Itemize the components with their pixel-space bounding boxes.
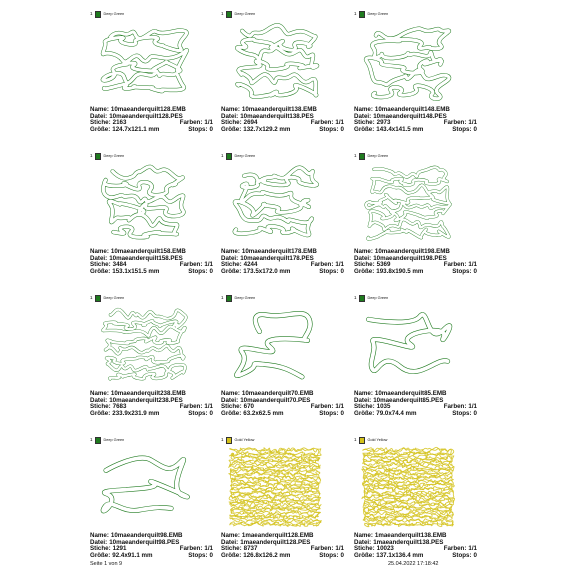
design-name: 10maeanderquilt138.EMB	[241, 106, 317, 113]
color-legend	[221, 436, 254, 444]
color-index: 1	[354, 437, 357, 442]
stops-pair	[319, 127, 344, 134]
stops-pair	[188, 411, 213, 418]
colors-label: Farben:	[179, 403, 203, 411]
design-name: 10maeanderquilt148.EMB	[374, 106, 450, 113]
colors-label: Farben:	[310, 545, 334, 553]
design-stops: 0	[209, 409, 213, 417]
design-size: 92.4x91.1 mm	[112, 551, 153, 559]
meta-size-row	[354, 127, 477, 134]
stitch-design-svg	[358, 444, 458, 530]
design-stitches: 5369	[376, 261, 391, 269]
design-stops: 0	[340, 409, 344, 417]
design-meta	[90, 249, 213, 275]
file-label: Datei:	[90, 538, 108, 546]
color-swatch	[95, 295, 101, 302]
design-meta	[221, 249, 344, 275]
design-card[interactable]	[221, 294, 347, 419]
color-name: Deep Green	[234, 154, 256, 158]
design-file: 10maeanderquilt70.PES	[240, 396, 311, 404]
stitch-design-svg	[225, 18, 325, 104]
color-legend	[90, 10, 124, 18]
color-legend	[354, 436, 387, 444]
stitches-label: Stiche:	[354, 261, 375, 269]
design-size: 63.2x62.5 mm	[243, 409, 284, 417]
size-label: Größe:	[90, 409, 111, 417]
color-swatch	[226, 153, 232, 160]
color-name: Deep Green	[103, 154, 125, 158]
meta-size-row	[221, 553, 344, 560]
design-colors: 1/1	[335, 545, 344, 553]
design-name: 10maeanderquilt198.EMB	[374, 248, 450, 255]
color-legend	[354, 152, 388, 160]
color-legend	[221, 152, 255, 160]
stops-pair	[452, 553, 477, 560]
design-meta	[221, 533, 344, 559]
design-meta	[90, 533, 213, 559]
design-preview	[358, 160, 458, 246]
meta-size-row	[354, 269, 477, 276]
footer-timestamp: 25.04.2022 17:18:42	[388, 561, 439, 567]
design-file: 10maeanderquilt238.PES	[109, 396, 183, 404]
design-card[interactable]	[221, 436, 347, 561]
stitch-design-svg	[94, 302, 194, 388]
design-meta	[354, 391, 477, 417]
file-label: Datei:	[90, 396, 108, 404]
file-label: Datei:	[90, 112, 108, 120]
design-name: 1maeanderquilt138.EMB	[374, 532, 447, 539]
footer-page-number: Seite 1 von 9	[90, 561, 123, 567]
stitch-design-svg	[94, 160, 194, 246]
size-pair	[90, 269, 159, 276]
design-colors: 1/1	[204, 119, 213, 127]
size-pair	[90, 553, 153, 560]
colors-label: Farben:	[310, 261, 334, 269]
design-size: 143.4x141.5 mm	[376, 125, 424, 133]
stops-pair	[188, 553, 213, 560]
color-swatch	[359, 295, 365, 302]
size-pair	[221, 269, 290, 276]
design-file: 10maeanderquilt98.PES	[109, 538, 180, 546]
color-index: 1	[90, 437, 93, 442]
file-label: Datei:	[354, 538, 372, 546]
stitches-label: Stiche:	[221, 261, 242, 269]
design-size: 233.9x231.9 mm	[112, 409, 160, 417]
file-label: Datei:	[354, 254, 372, 262]
design-file: 10maeanderquilt138.PES	[240, 112, 314, 120]
design-preview	[358, 302, 458, 388]
color-legend	[90, 152, 124, 160]
name-label: Name:	[90, 390, 109, 397]
meta-size-row	[354, 553, 477, 560]
stops-label: Stops:	[319, 125, 339, 133]
meta-size-row	[221, 411, 344, 418]
size-label: Größe:	[221, 125, 242, 133]
file-label: Datei:	[354, 396, 372, 404]
design-file: 10maeanderquilt128.PES	[109, 112, 183, 120]
stitches-label: Stiche:	[221, 545, 242, 553]
design-meta	[354, 533, 477, 559]
design-stops: 0	[340, 267, 344, 275]
design-name: 10maeanderquilt178.EMB	[241, 248, 317, 255]
stops-label: Stops:	[188, 409, 208, 417]
name-label: Name:	[90, 532, 109, 539]
design-stitches: 7683	[112, 403, 127, 411]
size-pair	[90, 127, 159, 134]
name-label: Name:	[221, 106, 240, 113]
meta-size-row	[354, 411, 477, 418]
stops-label: Stops:	[452, 409, 472, 417]
color-name: Deep Green	[367, 154, 389, 158]
design-stops: 0	[209, 551, 213, 559]
design-preview	[358, 18, 458, 104]
color-name: Deep Green	[103, 438, 125, 442]
stitch-design-svg	[94, 444, 194, 530]
size-pair	[221, 553, 290, 560]
color-swatch	[359, 153, 365, 160]
size-label: Größe:	[221, 551, 242, 559]
stitch-design-svg	[358, 302, 458, 388]
design-stitches: 2694	[243, 119, 258, 127]
color-legend	[354, 10, 388, 18]
design-card[interactable]	[221, 10, 347, 135]
stitches-label: Stiche:	[90, 403, 111, 411]
size-label: Größe:	[221, 267, 242, 275]
meta-size-row	[90, 411, 213, 418]
design-size: 79.0x74.4 mm	[376, 409, 417, 417]
color-swatch	[359, 11, 365, 18]
stitch-design-svg	[225, 302, 325, 388]
design-card[interactable]	[354, 10, 480, 135]
design-name: 1maeanderquilt128.EMB	[241, 532, 314, 539]
design-preview	[225, 160, 325, 246]
design-card[interactable]	[90, 152, 216, 277]
design-colors: 1/1	[335, 403, 344, 411]
colors-label: Farben:	[310, 119, 334, 127]
size-label: Größe:	[354, 551, 375, 559]
color-legend	[221, 294, 255, 302]
size-pair	[221, 411, 284, 418]
stitches-label: Stiche:	[221, 119, 242, 127]
color-legend	[90, 436, 124, 444]
stitches-label: Stiche:	[90, 545, 111, 553]
size-pair	[221, 127, 290, 134]
design-preview	[94, 302, 194, 388]
design-meta	[221, 107, 344, 133]
size-pair	[354, 127, 423, 134]
design-colors: 1/1	[204, 545, 213, 553]
stitches-label: Stiche:	[354, 403, 375, 411]
color-index: 1	[221, 295, 224, 300]
stitch-design-svg	[225, 444, 325, 530]
design-file: 10maeanderquilt198.PES	[373, 254, 447, 262]
design-preview	[225, 302, 325, 388]
design-stitches: 4244	[243, 261, 258, 269]
name-label: Name:	[221, 248, 240, 255]
stops-label: Stops:	[319, 551, 339, 559]
design-colors: 1/1	[468, 545, 477, 553]
design-stitches: 3484	[112, 261, 127, 269]
stops-label: Stops:	[452, 125, 472, 133]
color-name: Deep Green	[103, 296, 125, 300]
color-index: 1	[221, 11, 224, 16]
name-label: Name:	[354, 106, 373, 113]
color-index: 1	[90, 153, 93, 158]
design-meta	[354, 107, 477, 133]
design-size: 173.5x172.0 mm	[243, 267, 291, 275]
color-index: 1	[221, 437, 224, 442]
design-stitches: 8737	[243, 545, 258, 553]
colors-label: Farben:	[179, 261, 203, 269]
size-label: Größe:	[354, 409, 375, 417]
file-label: Datei:	[221, 254, 239, 262]
stitches-label: Stiche:	[354, 545, 375, 553]
design-preview	[225, 444, 325, 530]
stitches-label: Stiche:	[221, 403, 242, 411]
color-name: Gold Yellow	[234, 438, 255, 442]
stitch-design-svg	[358, 160, 458, 246]
colors-label: Farben:	[443, 261, 467, 269]
stops-pair	[319, 411, 344, 418]
color-legend	[354, 294, 388, 302]
design-card[interactable]	[90, 10, 216, 135]
name-label: Name:	[221, 532, 240, 539]
design-stitches: 1291	[112, 545, 127, 553]
design-file: 1maeanderquilt128.PES	[240, 538, 311, 546]
color-name: Deep Green	[234, 296, 256, 300]
design-colors: 1/1	[335, 261, 344, 269]
name-label: Name:	[90, 106, 109, 113]
design-stitches: 2973	[376, 119, 391, 127]
size-label: Größe:	[354, 267, 375, 275]
name-label: Name:	[354, 532, 373, 539]
colors-label: Farben:	[443, 119, 467, 127]
design-stops: 0	[340, 125, 344, 133]
design-size: 126.8x126.2 mm	[243, 551, 291, 559]
color-name: Deep Green	[234, 12, 256, 16]
color-legend	[221, 10, 255, 18]
file-label: Datei:	[221, 112, 239, 120]
stops-label: Stops:	[319, 409, 339, 417]
stitch-design-svg	[94, 18, 194, 104]
color-swatch	[359, 437, 365, 444]
design-stitches: 670	[243, 403, 254, 411]
design-preview	[358, 444, 458, 530]
file-label: Datei:	[354, 112, 372, 120]
design-name: 10maeanderquilt85.EMB	[374, 390, 447, 397]
name-label: Name:	[221, 390, 240, 397]
design-meta	[90, 391, 213, 417]
stitch-design-svg	[225, 160, 325, 246]
colors-label: Farben:	[443, 545, 467, 553]
stitch-design-svg	[358, 18, 458, 104]
design-size: 137.1x136.4 mm	[376, 551, 424, 559]
colors-label: Farben:	[310, 403, 334, 411]
stops-pair	[188, 127, 213, 134]
design-stitches: 10023	[376, 545, 394, 553]
design-card[interactable]	[90, 294, 216, 419]
stops-pair	[452, 127, 477, 134]
file-label: Datei:	[90, 254, 108, 262]
color-name: Deep Green	[103, 12, 125, 16]
design-name: 10maeanderquilt128.EMB	[110, 106, 186, 113]
color-name: Deep Green	[367, 296, 389, 300]
stops-pair	[319, 269, 344, 276]
design-stops: 0	[473, 125, 477, 133]
design-stops: 0	[340, 551, 344, 559]
stops-label: Stops:	[188, 267, 208, 275]
color-swatch	[226, 295, 232, 302]
color-index: 1	[90, 295, 93, 300]
design-preview	[225, 18, 325, 104]
design-card[interactable]	[221, 152, 347, 277]
design-card[interactable]	[354, 152, 480, 277]
stops-label: Stops:	[452, 267, 472, 275]
design-size: 153.1x151.5 mm	[112, 267, 160, 275]
stops-label: Stops:	[188, 551, 208, 559]
design-name: 10maeanderquilt158.EMB	[110, 248, 186, 255]
design-size: 132.7x129.2 mm	[243, 125, 291, 133]
design-meta	[354, 249, 477, 275]
color-index: 1	[354, 295, 357, 300]
design-file: 10maeanderquilt178.PES	[240, 254, 314, 262]
color-swatch	[95, 11, 101, 18]
design-stitches: 2163	[112, 119, 127, 127]
design-meta	[221, 391, 344, 417]
design-colors: 1/1	[468, 261, 477, 269]
stitches-label: Stiche:	[90, 119, 111, 127]
design-preview	[94, 160, 194, 246]
size-label: Größe:	[90, 125, 111, 133]
design-colors: 1/1	[204, 403, 213, 411]
design-colors: 1/1	[204, 261, 213, 269]
design-name: 10maeanderquilt238.EMB	[110, 390, 186, 397]
color-swatch	[226, 437, 232, 444]
size-label: Größe:	[221, 409, 242, 417]
color-name: Gold Yellow	[367, 438, 388, 442]
design-size: 124.7x121.1 mm	[112, 125, 160, 133]
color-index: 1	[90, 11, 93, 16]
design-preview	[94, 444, 194, 530]
color-swatch	[95, 437, 101, 444]
design-card[interactable]	[354, 294, 480, 419]
size-pair	[354, 553, 423, 560]
color-legend	[90, 294, 124, 302]
stops-pair	[452, 411, 477, 418]
name-label: Name:	[354, 248, 373, 255]
stops-label: Stops:	[319, 267, 339, 275]
size-label: Größe:	[354, 125, 375, 133]
design-name: 10maeanderquilt70.EMB	[241, 390, 314, 397]
size-label: Größe:	[90, 551, 111, 559]
stops-pair	[319, 553, 344, 560]
name-label: Name:	[90, 248, 109, 255]
stitches-label: Stiche:	[354, 119, 375, 127]
design-colors: 1/1	[468, 119, 477, 127]
design-card[interactable]	[90, 436, 216, 561]
color-swatch	[226, 11, 232, 18]
design-stitches: 1035	[376, 403, 391, 411]
design-colors: 1/1	[468, 403, 477, 411]
meta-size-row	[221, 269, 344, 276]
design-stops: 0	[209, 267, 213, 275]
colors-label: Farben:	[179, 119, 203, 127]
color-index: 1	[221, 153, 224, 158]
design-stops: 0	[473, 551, 477, 559]
design-file: 10maeanderquilt158.PES	[109, 254, 183, 262]
design-preview	[94, 18, 194, 104]
name-label: Name:	[354, 390, 373, 397]
design-name: 10maeanderquilt98.EMB	[110, 532, 183, 539]
meta-size-row	[90, 553, 213, 560]
colors-label: Farben:	[443, 403, 467, 411]
stops-label: Stops:	[188, 125, 208, 133]
design-meta	[90, 107, 213, 133]
color-index: 1	[354, 11, 357, 16]
size-pair	[354, 269, 423, 276]
stops-pair	[452, 269, 477, 276]
colors-label: Farben:	[179, 545, 203, 553]
design-stops: 0	[473, 409, 477, 417]
color-name: Deep Green	[367, 12, 389, 16]
stops-label: Stops:	[452, 551, 472, 559]
design-file: 10maeanderquilt148.PES	[373, 112, 447, 120]
meta-size-row	[90, 269, 213, 276]
file-label: Datei:	[221, 538, 239, 546]
size-pair	[90, 411, 159, 418]
file-label: Datei:	[221, 396, 239, 404]
color-index: 1	[354, 153, 357, 158]
design-file: 10maeanderquilt85.PES	[373, 396, 444, 404]
meta-size-row	[221, 127, 344, 134]
meta-size-row	[90, 127, 213, 134]
stitches-label: Stiche:	[90, 261, 111, 269]
stops-pair	[188, 269, 213, 276]
color-swatch	[95, 153, 101, 160]
design-stops: 0	[473, 267, 477, 275]
size-label: Größe:	[90, 267, 111, 275]
design-file: 1maeanderquilt138.PES	[373, 538, 444, 546]
design-colors: 1/1	[335, 119, 344, 127]
design-stops: 0	[209, 125, 213, 133]
size-pair	[354, 411, 417, 418]
design-size: 193.8x190.5 mm	[376, 267, 424, 275]
design-card[interactable]	[354, 436, 480, 561]
